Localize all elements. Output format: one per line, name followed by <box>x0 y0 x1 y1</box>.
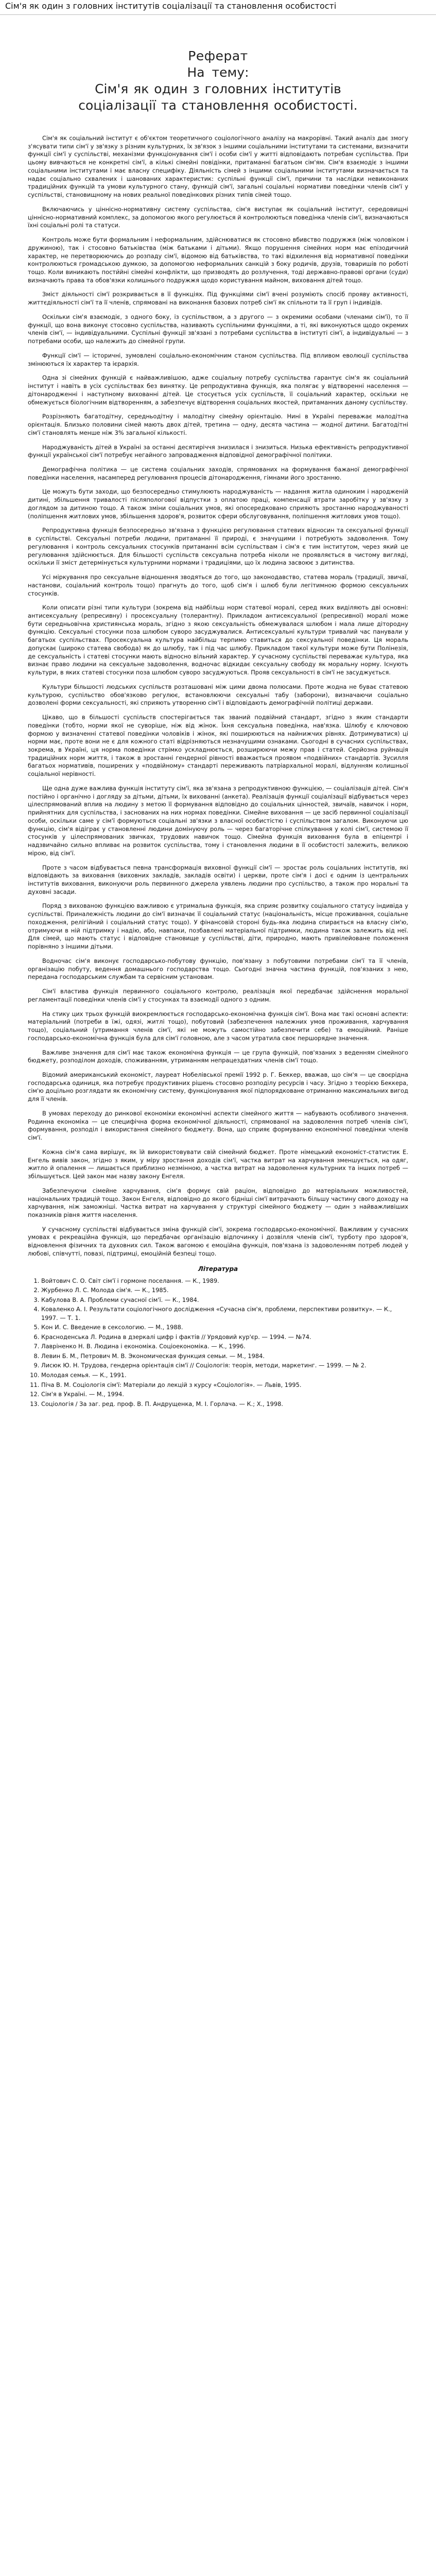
paragraph: Сім'ї властива функція первинного соціального контролю, реалізація якої передбачає здійснення моральної регламентації поведінки членів сім'ї у стосунках та взаємодії одного з одним. <box>28 988 408 1003</box>
reference-item: 7. Лавріненко Н. В. Людина і економіка. Соціоекономіка. — К., 1996. <box>41 1342 408 1351</box>
paragraph: Усі міркування про сексуальне відношення зводяться до того, що законодавство, статева мораль (традиції, звичаї, настанови, соціальний контроль тощо) прагнуть до того, щоб сім'я і шлюб були легітимною формою сексуальних стосунків. <box>28 573 408 597</box>
paragraph: Ще одна дуже важлива функція інституту сім'ї, яка зв'язана з репродуктивною функцією, — соціалізація дітей. Сім'я постійно і органічно і догляду за дітьми, дітьми, їх вихованні (анкета). Реалізація функції соціалізації відбувається через цілеспрямований вплив на людину з метою її формування відповідно до соціальних цінностей, звичаїв, навичок і норм, прийнятних для суспільства, і заснованих на них нормах поведінки. Сімейне виховання — це засіб первинної соціалізації особи, оскільки саме у сім'ї формуються соціальні зв'язки з власної особистістю і суспільством загалом. Виконуючи цю функцію, сім'я відіграє у становленні людини домінуючу роль — через багаторічне спілкування у колі сім'ї, системою її стосунків у цілеспрямованих звичках, трудових навичок тощо. Сімейна функція виховання була в епіцентрі і надзвичайно сильно впливає на розвиток суспільства, тому і становлення людини в її особистості залежить, великою мірою, від сім'ї. <box>28 784 408 857</box>
paragraph: Кожна сім'я сама вирішує, як їй використовувати свій сімейний бюджет. Проте німецький економіст-статистик Е. Енгель вивів закон, згідно з яким, у міру зростання доходів сім'ї, частка витрат на харчування зменшується, на одяг, житло й опалення — лишається приблизно незмінною, а частка витрат на задоволення культурних та інших потреб — збільшується. Цей закон має назву закону Енгеля. <box>28 1148 408 1180</box>
reference-item: 2. Журбенко Л. С. Молода сім'я. — К., 1985. <box>41 1286 408 1295</box>
paragraph: Важливе значення для сім'ї має також економічна функція — це група функцій, пов'язаних з веденням сімейного бюджету, розподілом доходів, споживанням, утриманням непрацездатних членів сім'ї тощо. <box>28 1048 408 1064</box>
paragraph: У сучасному суспільстві відбувається зміна функцій сім'ї, зокрема господарсько-економічної. Важливим у сучасних умовах є рекреаційна функція, що передбачає організацію відпочинку і дозвілля членів сім'ї, турботу про здоров'я, відновлення фізичних та духовних сил. Також вагомою є емоційна функція, пов'язана із задоволенням потреб людей у любові, співчутті, повазі, підтримці, емоційній безпеці тощо. <box>28 1225 408 1257</box>
paragraph: Сім'я як соціальний інститут є об'єктом теоретичного соціологічного аналізу на макрорівні. Такий аналіз дає змогу з'ясувати типи сім'ї у зв'язку з різним культурних, їх зв'язок з іншими соціальними інститутами та системами, визначити функції сім'ї у суспільстві, механізми функціонування сім'ї і особи сім'ї у житті відповідають потребам суспільства. При цьому вивчаються не конкретні сім'ї, а кількі сімейні повідінки, притаманні багатьом сім'ям. Сім'я взаємодіє з іншими соціальними інститутами і має власну специфіку. Діяльність сімей з іншими соціальними інститутами визначається та надає соціально схвалених і шанованих характеристик: суспільні функції сім'ї, причини та наслідки невиконаних традиційних функцій та умови культурного стану, функцій сім'ї, загальні соціальні нормативи поведінки членів сім'ї у суспільстві, становищному на нових реальної поведінкових різних типів сімей тощо. <box>28 134 408 199</box>
reference-item: 6. Красноденська Л. Родина в дзеркалі цифр і фактів // Урядовий кур'єр. — 1994. — №74. <box>41 1333 408 1342</box>
paragraph: Функції сім'ї — історичні, зумовлені соціально-економічним станом суспільства. Під впливом еволюції суспільства змінюються їх характер та ієрархія. <box>28 351 408 367</box>
title-line-2: На тему: <box>187 65 249 80</box>
title-block <box>28 48 408 114</box>
title-line-4: соціалізації та становлення особистості. <box>78 98 358 113</box>
paragraph: Відомий американський економіст, лауреат Нобелівської премії 1992 р. Г. Беккер, вважав, що сім'я — це своєрідна господарська одиниця, яка потребує продуктивних рішень стосовно розподілу ресурсів і часу. Згідно з теорією Беккера, сім'ю доцільно розглядати як економічну систему, функціонування якої підпорядковане отриманню максимальних вигод для її членів. <box>28 1071 408 1103</box>
paragraph: Розрізняють багатодітну, середньодітну і малодітну сімейну орієнтацію. Нині в Україні переважає малодітна орієнтація. Близько половини сімей мають двох дітей, третина — одну, десята частина — жодної дитини. Багатодітні сім'ї становлять менше ніж 3% загальної кількості. <box>28 413 408 436</box>
page-header-title: Сім'я як один з головних інститутів соціалізації та становлення особистості <box>5 1 337 11</box>
paragraph: Поряд з вихованою функцією важливою є утримальна функція, яка сприяє розвитку соціального статусу індивіда у суспільстві. Приналежність людини до сім'ї визначає її соціальний статус (національність, місце проживання, соціальне походження, релігійний і соціальний статус тощо). У фінансовій стороні будь-яка людина спирається на власну сім'ю, отримуючи в ній підтримку і надію, або, навпаки, позбавлені матеріальної підтримки, людина також залежить від неї. Для сімей, що мають статус і відповідне становище у суспільстві, діти, природно, мають привілейоване положення порівняно з іншими дітьми. <box>28 902 408 951</box>
body-paragraphs <box>28 134 408 1258</box>
paragraph: Водночас сім'я виконує господарсько-побутову функцію, пов'язану з побутовими потребами сім'ї та її членів, організацію побуту, ведення домашнього господарства тощо. Сьогодні значна частина функцій, пов'язаних з нею, передана господарським службам та сервісним установам. <box>28 957 408 981</box>
paragraph: Контроль може бути формальним і неформальним, здійснюватися як стосовно вбивство подружжя (між чоловіком і дружиною), так і стосовно батьківства (між батьками і дітьми). Якщо порушення сімейних норм має епізодичний характер, не перетворюючись до розпаду сім'ї, відомою від батьківства, то такі відхилення від нормативної поведінки контролюються громадською думкою, за допомогою неформальних санкцій з боку родичів, друзів, товаришів по роботі тощо. Коли виникають пости́йні сімейні конфлікти, що призводять до розлучення, тоді державно-правові органи (суди) визначають права та обов'язки колишнього подружжя щодо користування майном, виховання дітей тощо. <box>28 236 408 284</box>
page-header <box>0 0 436 15</box>
paragraph: На стику цих трьох функцій виокремлюється господарсько-економічна функція сім'ї. Вона має такі основні аспекти: матеріальний (потреби в їжі, одязі, житлі тощо), побутовий (забезпечення належних умов проживання, харчування тощо), соціальний (утримання членів сім'ї, які не можуть самостійно забезпечити себе) та емоційний. Раніше господарсько-економічна функція була для сім'ї головною, але з часом утратила своє першорядне значення. <box>28 1010 408 1042</box>
reference-item: 4. Коваленко А. І. Результати соціологічного дослідження «Сучасна сім'я, проблеми, перспективи розвитку». — К., 1997. — Т. 1. <box>41 1305 408 1322</box>
references-heading: Література <box>198 1265 238 1273</box>
paragraph: Репродуктивна функція безпосередньо зв'язана з функцією регулювання статевих відносин та сексуальної функції в суспільстві. Сексуальні потреби людини, притаманні її природі, є значущими і потребують задоволення. Тому регулювання і контроль сексуальних стосунків притаманні всім суспільствам і сім'я є тим інститутом, через який це регулювання здійснюється. Для більшості суспільств сексуальна потреба ніколи не проявляється в чистому вигляді, оскільки її зміст детермінується культурними нормами і традиціями, що їх людина засвоює з дитинства. <box>28 527 408 567</box>
reference-item: 13. Соціологія / За заг. ред. проф. В. П. Андрущенка, М. І. Горлача. — К.; Х., 1998. <box>41 1400 408 1409</box>
title-line-3: Сім'я як один з головних інститутів <box>95 81 341 96</box>
reference-item: 12. Сім'я в Україні. — М., 1994. <box>41 1390 408 1399</box>
reference-item: 10. Молодая семья. — К., 1991. <box>41 1371 408 1380</box>
paragraph: Проте з часом відбувається певна трансформація виховної функції сім'ї — зростає роль соціальних інститутів, які відповідають за виховання (виховних закладів, закладів освіти) і церкви, проте сім'я і досі є одним із центральних інститутів виховання, виконуючи роль первинного джерела уявлень людини про суспільство, а також про моральні та духовні засади. <box>28 863 408 895</box>
paragraph: Оскільки сім'я взаємодіє, з одного боку, із суспільством, а з другого — з окремими особами (членами сім'ї), то її функції, що вона виконує стосовно суспільства, називають суспільними функціями, а ті, які виконуються щодо окремих членів сім'ї, — індивідуальними. Суспільні функції зв'язані з потребами суспільства в інституті сім'ї, а індивідуальні — з потребами особи, що належить до сімейної групи. <box>28 313 408 345</box>
paragraph: Одна зі сімейних функцій є найважливішою, адже соціальну потребу суспільства гарантує сім'я як соціальний інститут і навіть в усіх суспільствах без винятку. Це репродуктивна функція, яка полягає у відтворенні населення — дітонародженні і наступному вихованні дітей. Це стосується усіх суспільств, її соціальний характер, оскільки не обмежується біологічним відтворенням, а забезпечує відтворення соціальних якостей, притаманних даному суспільству. <box>28 374 408 406</box>
paragraph: Культури більшості людських суспільств розташовані між цими двома полюсами. Проте жодна не буває статевою культурою, суспільство обов'язково регулює, встановлюючи сексуальні табу (заборони), визначаючи соціально дозволені форми сексуальності, які сприяють утворенню сім'ї і відповідають демографічній політиці держави. <box>28 683 408 707</box>
document-body <box>0 15 436 1430</box>
paragraph: Включаючись у ціннісно-нормативну систему суспільства, сім'я виступає як соціальний інститут, середовищні ціннісно-нормативний комплекс, за допомогою якого регулюється й контролюються поведінка членів сім'ї, визначаються їхні соціальні ролі та статуси. <box>28 205 408 229</box>
reference-item: 11. Піча В. М. Соціологія сім'ї: Матеріали до лекцій з курсу «Соціологія». — Львів, 1995. <box>41 1381 408 1389</box>
paragraph: Коли описати різні типи культури (зокрема від найбільш норм статевої моралі, серед яких виділяють дві основні: антисексуальну (репресивну) і просексуальну (толерантну). Прикладом антисексуальної (репресивної) моралі може бути середньовічна християнська мораль, згідно з якою сексуальність обмежувалася шлюбом і мала лише дітородну функцію. Сексуальні стосунки поза шлюбом суворо засуджувалися. Антисексуальні культури тривалий час панували у багатьох суспільствах. Просексуальна культура найбільш терпимо ставиться до сексуальної поведінки. Ця мораль допускає (широко статева свобода) як до шлюбу, так і під час шлюбу. Прикладом такої культури може бути Полінезія, де сексуальність і статеві стосунки мають відносно вільний характер. У сучасному суспільстві переважає культура, яка визнає право людини на сексуальне задоволення, водночас відкидає сексуальну свободу як моральну норму. Існують культури, в яких статеві стосунки поза шлюбом суворо засуджуються. Прояв сексуальності в сім'ї не засуджується. <box>28 604 408 676</box>
paragraph: Забезпечуючи сімейне харчування, сім'я формує свій раціон, відповідно до матеріальних можливостей, національних традицій тощо. Закон Енгеля, відповідно до якого бідніші сім'ї витрачають більшу частину свого доходу на харчування, ніж заможніші. Частка витрат на харчування у структурі сімейного бюджету — один з найважливіших показників рівня життя населення. <box>28 1187 408 1218</box>
paragraph: Демографічна політика — це система соціальних заходів, спрямованих на формування бажаної демографічної поведінки населення, насамперед регулювання процесів дітонародження, гімнами його зростанню. <box>28 465 408 481</box>
paragraph: Зміст діяльності сім'ї розкривається в її функціях. Під функціями сім'ї вчені розуміють спосіб прояву активності, життєдіяльності сім'ї та її членів, спрямовані на виконання базових потреб сім'ї як спільноти та її груп і індивідів. <box>28 291 408 307</box>
reference-item: 5. Кон И. С. Введение в сексологию. — М., 1988. <box>41 1323 408 1332</box>
reference-item: 1. Войтович С. О. Світ сім'ї і гормоне поселання. — К., 1989. <box>41 1277 408 1285</box>
reference-item: 9. Лисюк Ю. Н. Трудова, гендерна орієнтація сім'ї // Соціологія: теорія, методи, маркетинг. — 1999. — № 2. <box>41 1361 408 1370</box>
references-list <box>28 1277 408 1408</box>
reference-item: 3. Кабулова В. А. Проблеми сучасної сім'ї. — К., 1984. <box>41 1296 408 1304</box>
reference-item: 8. Левин Б. М., Петрович М. В. Экономическая функция семьи. — М., 1984. <box>41 1352 408 1361</box>
paragraph: В умовах переходу до ринкової економіки економічні аспекти сімейного життя — набувають особливого значення. Родинна економіка — це специфічна форма економічної діяльності, спрямованої на задоволення потреб членів сім'ї, формування, розподіл і використання сімейного бюджету. Вона, що сприяє формуванню економічної поведінки членів сім'ї. <box>28 1109 408 1142</box>
title-line-1: Реферат <box>188 48 248 63</box>
paragraph: Народжуваність дітей в Україні за останні десятиріччя знизилася і знизиться. Низька ефективність репродуктивної функції української сім'ї потребує негайного запровадження відповідної демографічної політики. <box>28 443 408 459</box>
paragraph: Це можуть бути заходи, що безпосередньо стимулюють народжуваність — надання житла одиноким і народженій дитині, збільшення тривалості післяпологової відпустки з оплатою праці, компенсації втрати заробітку у зв'язку з доглядом за дитиною тощо. А також зміни соціальних умов, які опосередковано сприяють зростанню народжуваності (поліпшення житлових умов, збільшення здоров'я, розвиток сфери обслуговування, поліпшення житлових умов тощо). <box>28 488 408 520</box>
paragraph: Цікаво, що в більшості суспільств спостерігається так званий подвійний стандарт, згідно з яким стандарти поведінки (тобто, норми якої не суворіше, ніж від жінок. Їхня сексуальна поведінка, нав'язка. Шлюбу є ключовою формою у визначенні статевої поведінки чоловіків і жінок, які поширюються на найнижчих рівнях. Дотримуватися) ці норми має, проте вони не є для кожного статі відрізняються незначущими ознаками. Сьогодні в сучасних суспільствах, зокрема, в Україні, ця норма поведінки стрімко ускладнюється, розширюючи межу прав і статей. Серйозна руйнація традиційних норм життя, і також в зростанні гендерної рівності вважається проявом «подвійних» стандартів. Зусилля багатьох нормативів, поширених у «подвійному» стандарті переживають патріархальної моралі, відлунням колишньої соціальної нерівності. <box>28 714 408 778</box>
